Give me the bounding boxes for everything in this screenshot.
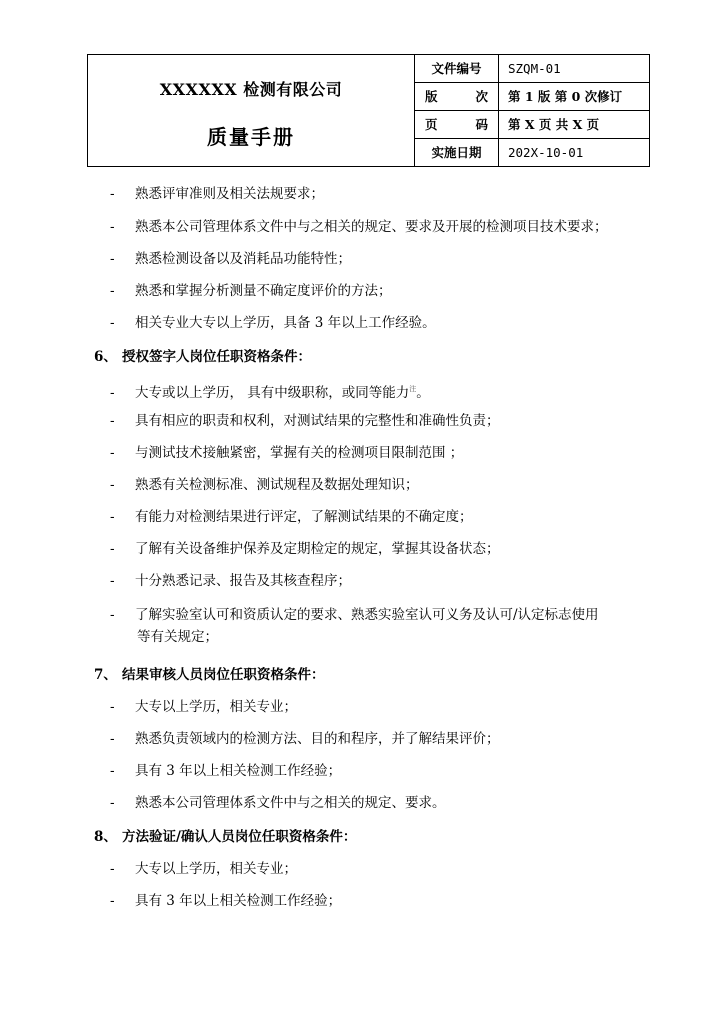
section-title: 结果审核人员岗位任职资格条件： xyxy=(122,667,325,683)
list-item xyxy=(110,728,500,750)
list-item-text: 熟悉评审准则及相关法规要求； xyxy=(135,186,324,202)
manual-title: 质量手册 xyxy=(207,125,295,149)
header-title-cell xyxy=(88,55,415,166)
document-header-table xyxy=(87,54,650,167)
list-item-text: 了解有关设备维护保养及定期检定的规定，掌握其设备状态； xyxy=(135,541,500,557)
list-item xyxy=(110,696,297,718)
header-row-effective-date xyxy=(415,139,649,166)
list-item-text: 具有相应的职责和权利，对测试结果的完整性和准确性负责； xyxy=(135,413,500,429)
list-item-text: 大专或以上学历， 具有中级职称，或同等能力 xyxy=(135,385,410,401)
list-dash: - xyxy=(110,607,115,623)
list-item xyxy=(110,538,500,560)
list-item xyxy=(110,280,392,302)
header-value-edition: 第 1 版 第 0 次修订 xyxy=(508,89,623,104)
header-label-page-number: 页 码 xyxy=(415,111,499,138)
list-dash: - xyxy=(110,477,115,493)
list-item xyxy=(110,604,640,648)
list-dash: - xyxy=(110,699,115,715)
list-item xyxy=(110,183,324,205)
list-dash: - xyxy=(110,731,115,747)
list-dash: - xyxy=(110,795,115,811)
list-item-text: 具有 3 年以上相关检测工作经验； xyxy=(135,763,342,779)
section-heading-7 xyxy=(94,664,325,686)
footnote-marker: 注 xyxy=(409,385,417,393)
section-number: 8、 xyxy=(94,829,117,845)
section-number: 7、 xyxy=(94,667,117,683)
section-heading-8 xyxy=(94,826,356,848)
list-dash: - xyxy=(110,445,115,461)
header-label-file-number: 文件编号 xyxy=(415,55,499,82)
list-item xyxy=(110,378,430,404)
list-item xyxy=(110,442,463,464)
list-item xyxy=(110,410,500,432)
list-item-text: 了解实验室认可和资质认定的要求、熟悉实验室认可义务及认可/认定标志使用 xyxy=(135,607,599,623)
section-title: 授权签字人岗位任职资格条件： xyxy=(122,349,311,365)
list-dash: - xyxy=(110,251,115,267)
list-item xyxy=(110,216,608,238)
list-item xyxy=(110,312,436,334)
header-value-file-number: SZQM-01 xyxy=(508,61,561,76)
header-value-page-number: 第 X 页 共 X 页 xyxy=(508,117,600,132)
list-dash: - xyxy=(110,186,115,202)
list-item-continuation: 等有关规定； xyxy=(137,629,218,645)
list-dash: - xyxy=(110,861,115,877)
list-item-text: 大专以上学历，相关专业； xyxy=(135,699,297,715)
list-item xyxy=(110,570,351,592)
list-item xyxy=(110,760,341,782)
list-item xyxy=(110,248,351,270)
list-item-text: 熟悉本公司管理体系文件中与之相关的规定、要求。 xyxy=(135,795,446,811)
list-dash: - xyxy=(110,763,115,779)
header-label-edition: 版 次 xyxy=(415,83,499,110)
list-dash: - xyxy=(110,893,115,909)
section-heading-6 xyxy=(94,346,311,368)
list-item xyxy=(110,506,473,528)
section-title: 方法验证/确认人员岗位任职资格条件： xyxy=(122,829,357,845)
list-item-text: 熟悉和掌握分析测量不确定度评价的方法； xyxy=(135,283,392,299)
list-item-text: 相关专业大专以上学历，具备 3 年以上工作经验。 xyxy=(135,315,436,331)
header-row-edition xyxy=(415,83,649,111)
list-item xyxy=(110,858,297,880)
section-number: 6、 xyxy=(94,349,117,365)
company-name: XXXXXX 检测有限公司 xyxy=(159,80,343,99)
list-dash: - xyxy=(110,413,115,429)
list-dash: - xyxy=(110,541,115,557)
list-item-text: 熟悉检测设备以及消耗品功能特性； xyxy=(135,251,351,267)
list-dash: - xyxy=(110,509,115,525)
list-item-text: 有能力对检测结果进行评定，了解测试结果的不确定度； xyxy=(135,509,473,525)
list-item-end: 。 xyxy=(416,385,430,401)
list-dash: - xyxy=(110,315,115,331)
list-dash: - xyxy=(110,219,115,235)
list-item-text: 与测试技术接触紧密，掌握有关的检测项目限制范围 ； xyxy=(135,445,464,461)
list-item-text: 熟悉有关检测标准、测试规程及数据处理知识； xyxy=(135,477,419,493)
header-value-effective-date: 202X-10-01 xyxy=(508,145,584,160)
list-dash: - xyxy=(110,283,115,299)
header-row-page-number xyxy=(415,111,649,139)
header-label-effective-date: 实施日期 xyxy=(415,139,499,166)
list-item-text: 大专以上学历，相关专业； xyxy=(135,861,297,877)
list-item xyxy=(110,792,446,814)
list-item-text: 具有 3 年以上相关检测工作经验； xyxy=(135,893,342,909)
list-item-text: 熟悉负责领域内的检测方法、目的和程序，并了解结果评价； xyxy=(135,731,500,747)
list-item xyxy=(110,890,341,912)
list-dash: - xyxy=(110,385,115,401)
list-item xyxy=(110,474,419,496)
list-dash: - xyxy=(110,573,115,589)
list-item-text: 熟悉本公司管理体系文件中与之相关的规定、要求及开展的检测项目技术要求； xyxy=(135,219,608,235)
header-row-file-number xyxy=(415,55,649,83)
list-item-text: 十分熟悉记录、报告及其核查程序； xyxy=(135,573,351,589)
